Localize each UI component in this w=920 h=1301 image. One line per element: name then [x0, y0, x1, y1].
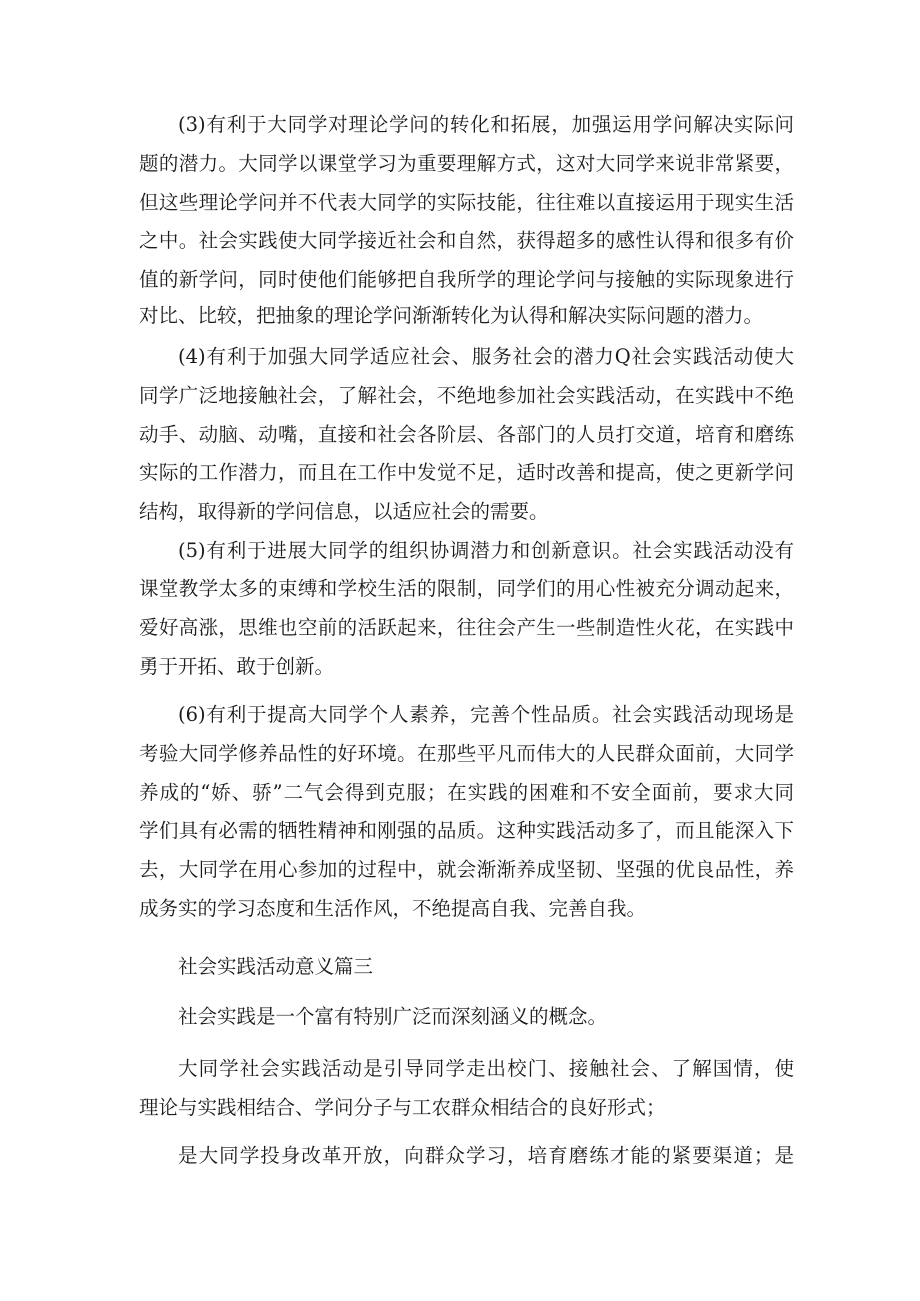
paragraph-6-line-1: (6)有利于提高大同学个人素养，完善个性品质。社会实践活动现场是 — [178, 703, 794, 726]
paragraph-5-line-2: 课堂教学太多的束缚和学校生活的限制，同学们的用心性被充分调动起来， — [139, 577, 794, 600]
paragraph-6-line-2: 考验大同学修养品性的好环境。在那些平凡而伟大的人民群众面前，大同学 — [139, 742, 794, 765]
paragraph-5-line-3: 爱好高涨，思维也空前的活跃起来，往往会产生一些制造性火花，在实践中 — [139, 616, 794, 639]
paragraph-6-line-3: 养成的“娇、骄”二气会得到克服；在实践的困难和不安全面前，要求大同 — [139, 781, 794, 804]
paragraph-5-line-4: 勇于开拓、敢于创新。 — [139, 655, 335, 678]
paragraph-6-line-5: 去，大同学在用心参加的过程中，就会渐渐养成坚韧、坚强的优良品性，养 — [139, 858, 794, 881]
paragraph-4-line-2: 同学广泛地接触社会，了解社会，不绝地参加社会实践活动，在实践中不绝 — [139, 384, 794, 407]
paragraph-3-line-6: 对比、比较，把抽象的理论学问渐渐转化为认得和解决实际问题的潜力。 — [139, 304, 764, 327]
paragraph-3-line-3: 但这些理论学问并不代表大同学的实际技能，往往难以直接运用于现实生活 — [139, 191, 794, 214]
paragraph-4-line-4: 实际的工作潜力，而且在工作中发觉不足，适时改善和提高，使之更新学问 — [139, 461, 794, 484]
paragraph-6-line-4: 学们具有必需的牺牲精神和刚强的品质。这种实践活动多了，而且能深入下 — [139, 819, 794, 842]
paragraph-4-line-1: (4)有利于加强大同学适应社会、服务社会的潜力Q社会实践活动使大 — [178, 345, 794, 368]
paragraph-8-line-2: 理论与实践相结合、学问分子与工农群众相结合的良好形式； — [139, 1096, 666, 1119]
paragraph-4-line-3: 动手、动脑、动嘴，直接和社会各阶层、各部门的人员打交道，培育和磨练 — [139, 423, 794, 446]
section-heading: 社会实践活动意义篇三 — [178, 955, 374, 978]
paragraph-9-line-1: 是大同学投身改革开放，向群众学习，培育磨练才能的紧要渠道；是 — [178, 1144, 794, 1167]
paragraph-3-line-5: 值的新学问，同时使他们能够把自我所学的理论学问与接触的实际现象进行 — [139, 268, 794, 291]
paragraph-7-line-1: 社会实践是一个富有特别广泛而深刻涵义的概念。 — [178, 1005, 608, 1028]
paragraph-8-line-1: 大同学社会实践活动是引导同学走出校门、接触社会、了解国情，使 — [178, 1057, 794, 1080]
paragraph-6-line-6: 成务实的学习态度和生活作风，不绝提高自我、完善自我。 — [139, 897, 647, 920]
paragraph-3-line-4: 之中。社会实践使大同学接近社会和自然，获得超多的感性认得和很多有价 — [139, 229, 794, 252]
paragraph-4-line-5: 结构，取得新的学问信息，以适应社会的需要。 — [139, 500, 549, 523]
paragraph-3-line-1: (3)有利于大同学对理论学问的转化和拓展，加强运用学问解决实际问 — [178, 113, 794, 136]
paragraph-3-line-2: 题的潜力。大同学以课堂学习为重要理解方式，这对大同学来说非常紧要， — [139, 152, 794, 175]
paragraph-5-line-1: (5)有利于进展大同学的组织协调潜力和创新意识。社会实践活动没有 — [178, 539, 794, 562]
